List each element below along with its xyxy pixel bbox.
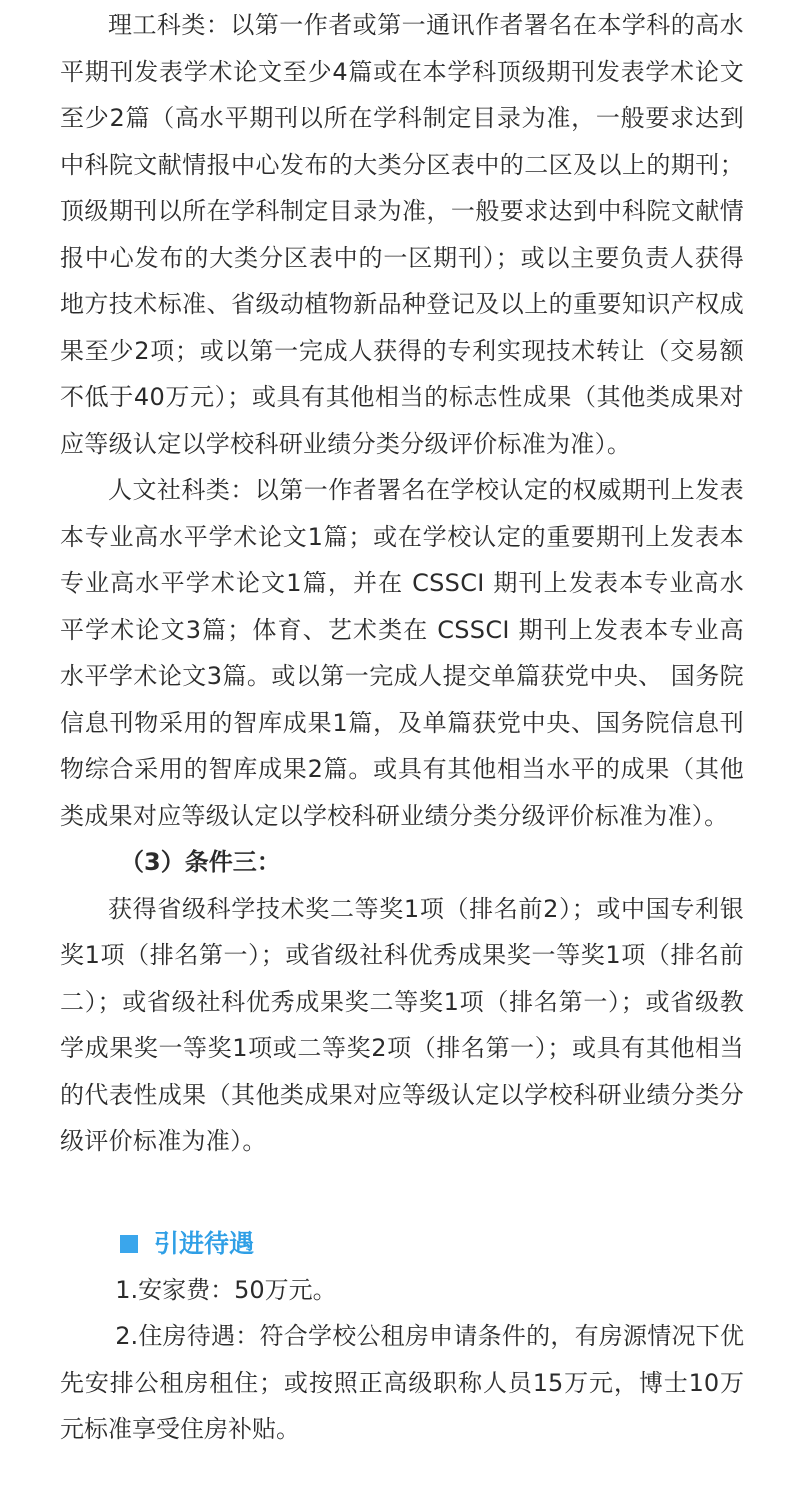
benefit-item-housing: 2.住房待遇：符合学校公租房申请条件的，有房源情况下优先安排公租房租住；或按照正高级职称人员15万元，博士10万元标准享受住房补贴。	[60, 1322, 744, 1443]
condition3-paragraph: 获得省级科学技术奖二等奖1项（排名前2）；或中国专利银奖1项（排名第一）；或省级社科优秀成果奖一等奖1项（排名前二）；或省级社科优秀成果奖二等奖1项（排名第一）；或省级教学成果奖一等奖1项或二等奖2项（排名第一）；或具有其他相当的代表性成果（其他类成果对应等级认定以学校科研业绩分类分级评价标准为准）。	[60, 894, 744, 1155]
square-icon	[120, 1235, 138, 1253]
benefit-item-settling: 1.安家费：50万元。	[115, 1275, 337, 1304]
humanities-paragraph: 人文社科类：以第一作者署名在学校认定的权威期刊上发表本专业高水平学术论文1篇；或在学校认定的重要期刊上发表本专业高水平学术论文1篇，并在 CSSCI 期刊上发表本专业高水平学术论文3篇；体育、艺术类在 CSSCI 期刊上发表本专业高水平学术论文3篇。或以第一完成人提交单篇获党中央、 国务院信息刊物采用的智库成果1篇，及单篇获党中央、国务院信息刊物综合采用的智库成果2篇。或具有其他相当水平的成果（其他类成果对应等级认定以学校科研业绩分类分级评价标准为准）。	[60, 476, 744, 830]
benefits-heading-text: 引进待遇	[154, 1228, 255, 1258]
benefits-heading	[60, 1221, 744, 1267]
condition3-heading: （3）条件三：	[120, 848, 281, 876]
science-engineering-paragraph: 理工科类：以第一作者或第一通讯作者署名在本学科的高水平期刊发表学术论文至少4篇或在本学科顶级期刊发表学术论文至少2篇（高水平期刊以所在学科制定目录为准，一般要求达到中科院文献情报中心发布的大类分区表中的二区及以上的期刊；顶级期刊以所在学科制定目录为准，一般要求达到中科院文献情报中心发布的大类分区表中的一区期刊）；或以主要负责人获得地方技术标准、省级动植物新品种登记及以上的重要知识产权成果至少2项；或以第一完成人获得的专利实现技术转让（交易额不低于40万元）；或具有其他相当的标志性成果（其他类成果对应等级认定以学校科研业绩分类分级评价标准为准）。	[60, 11, 744, 458]
document-page	[60, 2, 744, 1453]
